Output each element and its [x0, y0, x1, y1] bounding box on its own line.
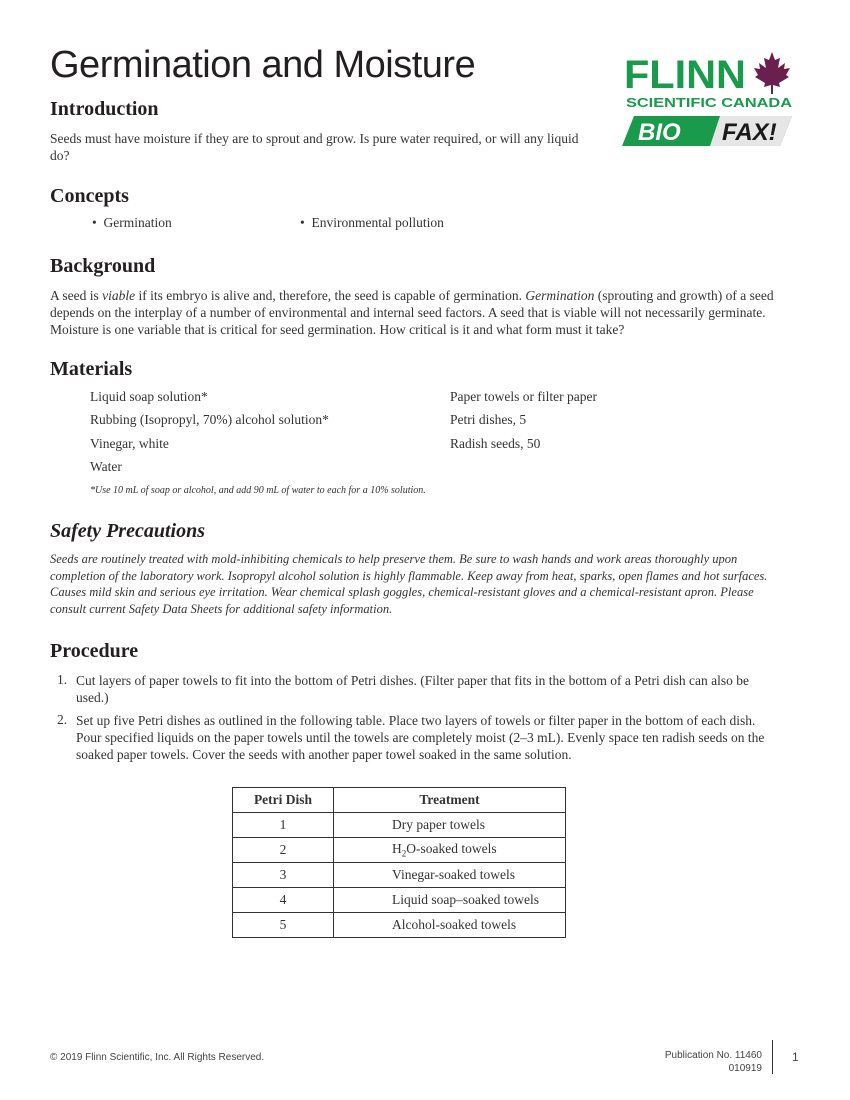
logo-sub: SCIENTIFIC CANADA: [626, 96, 792, 110]
safety-heading: Safety Precautions: [50, 520, 205, 542]
page-number: 1: [792, 1050, 799, 1064]
logo-bio: BIO: [638, 119, 681, 146]
table-row: [233, 813, 566, 838]
table-cell-dish: 3: [233, 863, 334, 888]
table-header-dish: Petri Dish: [233, 788, 334, 813]
table-cell-dish: 1: [233, 813, 334, 838]
page-title: Germination and Moisture: [50, 44, 476, 86]
table-cell-dish: 4: [233, 888, 334, 913]
table-cell-treatment: $H_2O$-soaked towels: [334, 838, 566, 863]
step-number: 1.: [57, 672, 68, 687]
maple-leaf-icon: [754, 52, 790, 94]
step-text: Cut layers of paper towels to fit into the bottom of Petri dishes. (Filter paper that fits in the bottom of a Petri dish can also be used.): [76, 673, 749, 705]
concepts-heading: Concepts: [50, 185, 129, 207]
table-cell-treatment: Liquid soap–soaked towels: [334, 888, 566, 913]
introduction-text: Seeds must have moisture if they are to sprout and grow. Is pure water required, or will any liquid do?: [50, 131, 579, 163]
table-cell-dish: 2: [233, 838, 334, 863]
concept-item: • Germination: [92, 215, 172, 230]
concept-item: • Environmental pollution: [300, 215, 444, 230]
logo-brand: FLINN: [624, 53, 746, 97]
footer-divider: [772, 1040, 773, 1074]
table-cell-treatment: Alcohol-soaked towels: [334, 913, 566, 938]
material-item: Vinegar, white: [90, 436, 169, 451]
table-row: [233, 913, 566, 938]
table-row: [233, 838, 566, 863]
materials-heading: Materials: [50, 358, 133, 380]
table-header-treatment: Treatment: [334, 788, 566, 813]
table-row: [233, 863, 566, 888]
materials-footnote: *Use 10 mL of soap or alcohol, and add 90 mL of water to each for a 10% solution.: [90, 485, 426, 496]
footer-publication: Publication No. 11460: [664, 1050, 762, 1061]
introduction-heading: Introduction: [50, 98, 159, 120]
material-item: Radish seeds, 50: [450, 436, 541, 451]
table-row: [233, 888, 566, 913]
step-number: 2.: [57, 712, 68, 727]
background-heading: Background: [50, 255, 156, 277]
material-item: Rubbing (Isopropyl, 70%) alcohol solution*: [90, 412, 329, 427]
flinn-logo: [622, 50, 802, 150]
table-header-row: [233, 788, 566, 813]
material-item: Liquid soap solution*: [90, 389, 208, 404]
procedure-heading: Procedure: [50, 640, 139, 662]
table-cell-dish: 5: [233, 913, 334, 938]
safety-text: Seeds are routinely treated with mold-inhibiting chemicals to help preserve them. Be sure to wash hands and work areas thoroughly upon completion of the laboratory work. Isopropyl alcohol solution is highly flammable. Keep away from heat, sparks, open flames and hot surfaces. Causes mild skin and serious eye irritation. Wear chemical splash goggles, chemical-resistant gloves and a chemical-resistant apron. Please consult current Safety Data Sheets for additional safety information.: [50, 552, 768, 616]
logo-fax: FAX!: [722, 119, 777, 146]
table-cell-treatment: Dry paper towels: [334, 813, 566, 838]
footer-copyright: © 2019 Flinn Scientific, Inc. All Rights Reserved.: [50, 1052, 265, 1063]
material-item: Paper towels or filter paper: [450, 389, 597, 404]
step-text: Set up five Petri dishes as outlined in the following table. Place two layers of towels or filter paper in the bottom of each dish. Pour specified liquids on the paper towels until the towels are completely moist (2–3 mL). Evenly space ten radish seeds on the soaked paper towels. Cover the seeds with another paper towel soaked in the same solution.: [76, 713, 765, 762]
background-text: A seed is viable if its embryo is alive and, therefore, the seed is capable of germination. Germination (sprouting and growth) of a seed depends on the interplay of a number of environmental and internal seed factors. A seed that is viable will not necessarily germinate. Moisture is one variable that is critical for seed germination. How critical is it and what form must it take?: [50, 288, 774, 337]
treatment-table: [232, 787, 566, 938]
material-item: Petri dishes, 5: [450, 412, 527, 427]
material-item: Water: [90, 459, 122, 474]
footer-code: 010919: [728, 1063, 762, 1074]
table-cell-treatment: Vinegar-soaked towels: [334, 863, 566, 888]
